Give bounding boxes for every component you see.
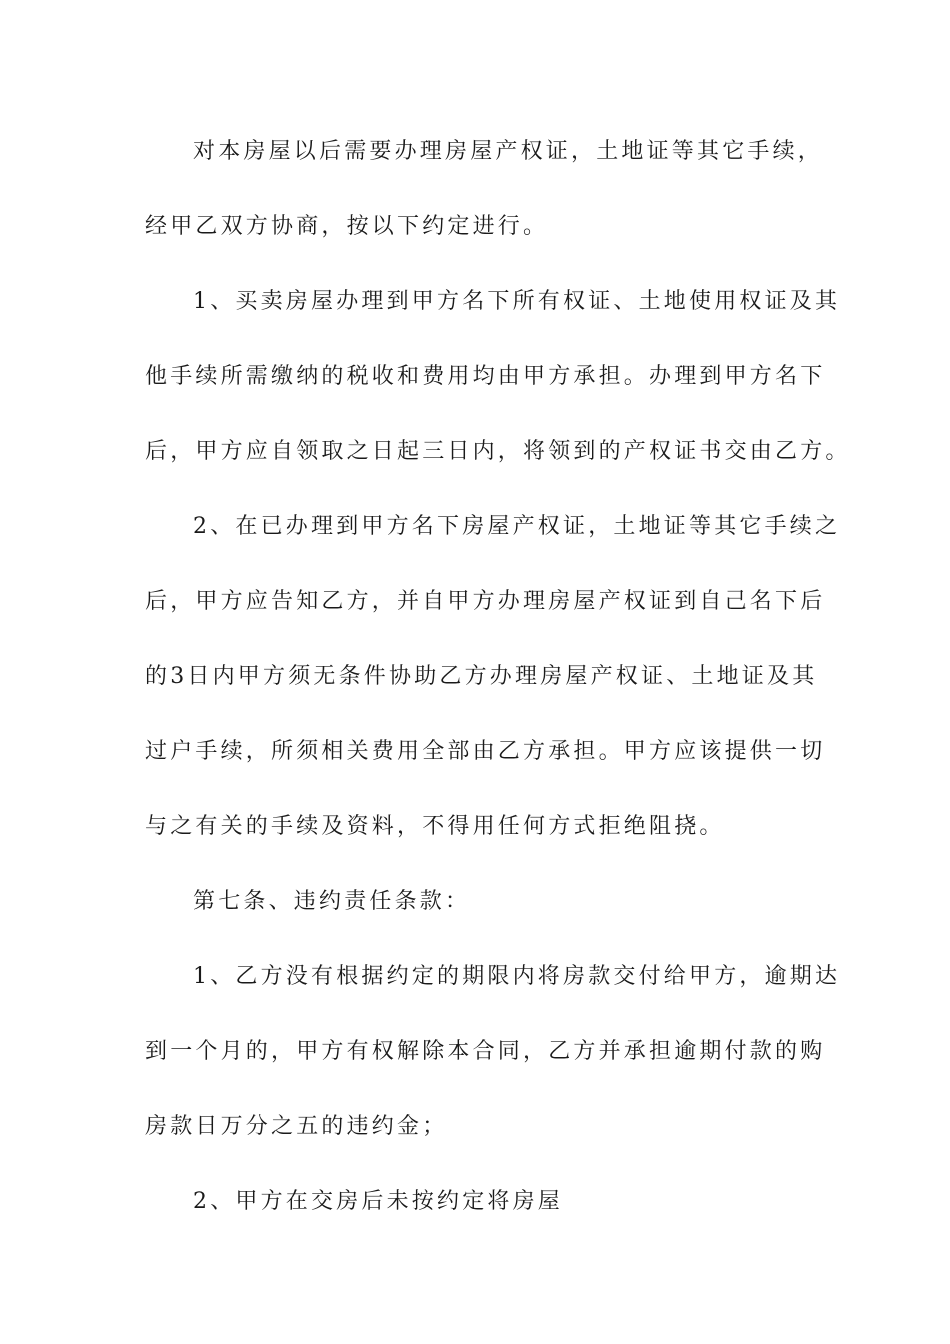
clause-1-line-3: 后，甲方应自领取之日起三日内，将领到的产权证书交由乙方。 — [145, 439, 851, 464]
article-7-clause-2-line-1: 2、甲方在交房后未按约定将房屋 — [193, 1189, 563, 1214]
paragraph-intro-line-2: 经甲乙双方协商，按以下约定进行。 — [145, 214, 549, 239]
clause-2-line-1: 2、在已办理到甲方名下房屋产权证，土地证等其它手续之 — [193, 514, 841, 539]
article-7-clause-1-line-1: 1、乙方没有根据约定的期限内将房款交付给甲方，逾期达 — [193, 964, 841, 989]
clause-1-line-1: 1、买卖房屋办理到甲方名下所有权证、土地使用权证及其 — [193, 289, 841, 314]
clause-2-line-3: 的3日内甲方须无条件协助乙方办理房屋产权证、土地证及其 — [145, 664, 818, 689]
clause-2-line-4: 过户手续，所须相关费用全部由乙方承担。甲方应该提供一切 — [145, 739, 826, 764]
clause-2-line-2: 后，甲方应告知乙方，并自甲方办理房屋产权证到自己名下后 — [145, 589, 826, 614]
article-7-clause-1-line-2: 到一个月的，甲方有权解除本合同，乙方并承担逾期付款的购 — [145, 1039, 826, 1064]
clause-1-line-2: 他手续所需缴纳的税收和费用均由甲方承担。办理到甲方名下 — [145, 364, 826, 389]
article-7-clause-1-line-3: 房款日万分之五的违约金； — [145, 1114, 448, 1139]
clause-2-line-5: 与之有关的手续及资料，不得用任何方式拒绝阻挠。 — [145, 814, 725, 839]
paragraph-intro-line-1: 对本房屋以后需要办理房屋产权证，土地证等其它手续， — [193, 139, 824, 164]
article-7-heading: 第七条、违约责任条款： — [193, 889, 471, 914]
